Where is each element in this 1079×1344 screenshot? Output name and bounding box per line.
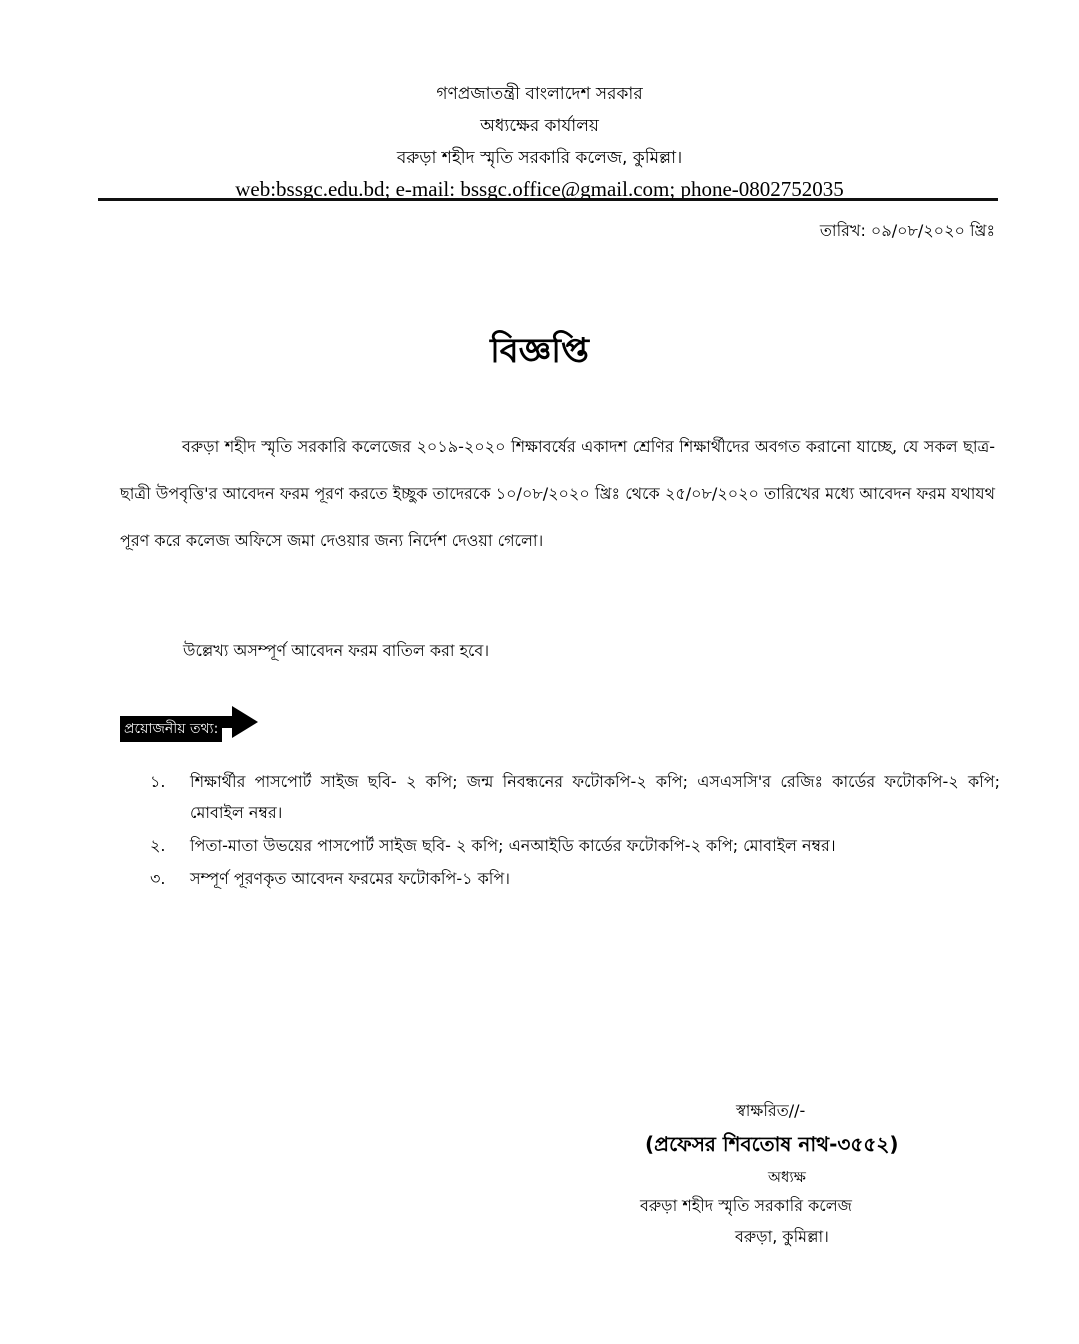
office-name: অধ্যক্ষের কার্যালয় bbox=[480, 116, 599, 136]
contact-line: web:bssgc.edu.bd; e-mail: bssgc.office@gmail.com; phone-0802752035 bbox=[235, 177, 844, 201]
signed-mark: স্বাক্ষরিত//- bbox=[736, 1101, 806, 1120]
header-divider bbox=[98, 198, 998, 201]
notice-body: বরুড়া শহীদ স্মৃতি সরকারি কলেজের ২০১৯-২০২০ শিক্ষাবর্ষের একাদশ শ্রেণির শিক্ষার্থীদের অবগত করানো যাচ্ছে, যে সকল ছাত্র-ছাত্রী উপবৃত্তি'র আবেদন ফরম পূরণ করতে ইচ্ছুক তাদেরকে ১০/০৮/২০২০ খ্রিঃ থেকে ২৫/০৮/২০২০ তারিখের মধ্যে আবেদন ফরম যথাযথ পূরণ করে কলেজ অফিসে জমা দেওয়ার জন্য নির্দেশ দেওয়া গেলো। bbox=[120, 437, 995, 550]
item-number: ১. bbox=[150, 772, 166, 791]
item-number: ৩. bbox=[150, 869, 166, 888]
govt-name: গণপ্রজাতন্ত্রী বাংলাদেশ সরকার bbox=[436, 84, 643, 104]
notice-date: তারিখ: ০৯/০৮/২০২০ খ্রিঃ bbox=[819, 221, 995, 240]
requirements-list bbox=[140, 766, 1000, 896]
list-item bbox=[140, 766, 1000, 828]
notice-title: বিজ্ঞপ্তি bbox=[490, 331, 589, 371]
letterhead bbox=[0, 78, 1079, 204]
signatory-designation: অধ্যক্ষ bbox=[768, 1168, 806, 1186]
signatory-location: বরুড়া, কুমিল্লা। bbox=[735, 1227, 829, 1246]
list-item bbox=[140, 830, 1000, 861]
college-name: বরুড়া শহীদ স্মৃতি সরকারি কলেজ, কুমিল্লা। bbox=[396, 148, 683, 168]
arrow-right-icon bbox=[232, 706, 258, 738]
notice-note: উল্লেখ্য অসম্পূর্ণ আবেদন ফরম বাতিল করা হবে। bbox=[183, 641, 490, 660]
item-text: সম্পূর্ণ পূরণকৃত আবেদন ফরমের ফটোকপি-১ কপি। bbox=[190, 869, 510, 888]
list-item bbox=[140, 863, 1000, 894]
item-number: ২. bbox=[150, 836, 166, 855]
item-text: পিতা-মাতা উভয়ের পাসপোর্ট সাইজ ছবি- ২ কপি; এনআইডি কার্ডের ফটোকপি-২ কপি; মোবাইল নম্বর। bbox=[190, 836, 836, 855]
signatory-name: (প্রফেসর শিবতোষ নাথ-৩৫৫২) bbox=[645, 1132, 899, 1156]
signatory-institution: বরুড়া শহীদ স্মৃতি সরকারি কলেজ bbox=[640, 1196, 852, 1215]
required-info-label: প্রয়োজনীয় তথ্য: bbox=[120, 716, 222, 742]
item-text: শিক্ষার্থীর পাসপোর্ট সাইজ ছবি- ২ কপি; জন্ম নিবন্ধনের ফটোকপি-২ কপি; এসএসসি'র রেজিঃ কার্ডের ফটোকপি-২ কপি; মোবাইল নম্বর। bbox=[190, 772, 1000, 822]
